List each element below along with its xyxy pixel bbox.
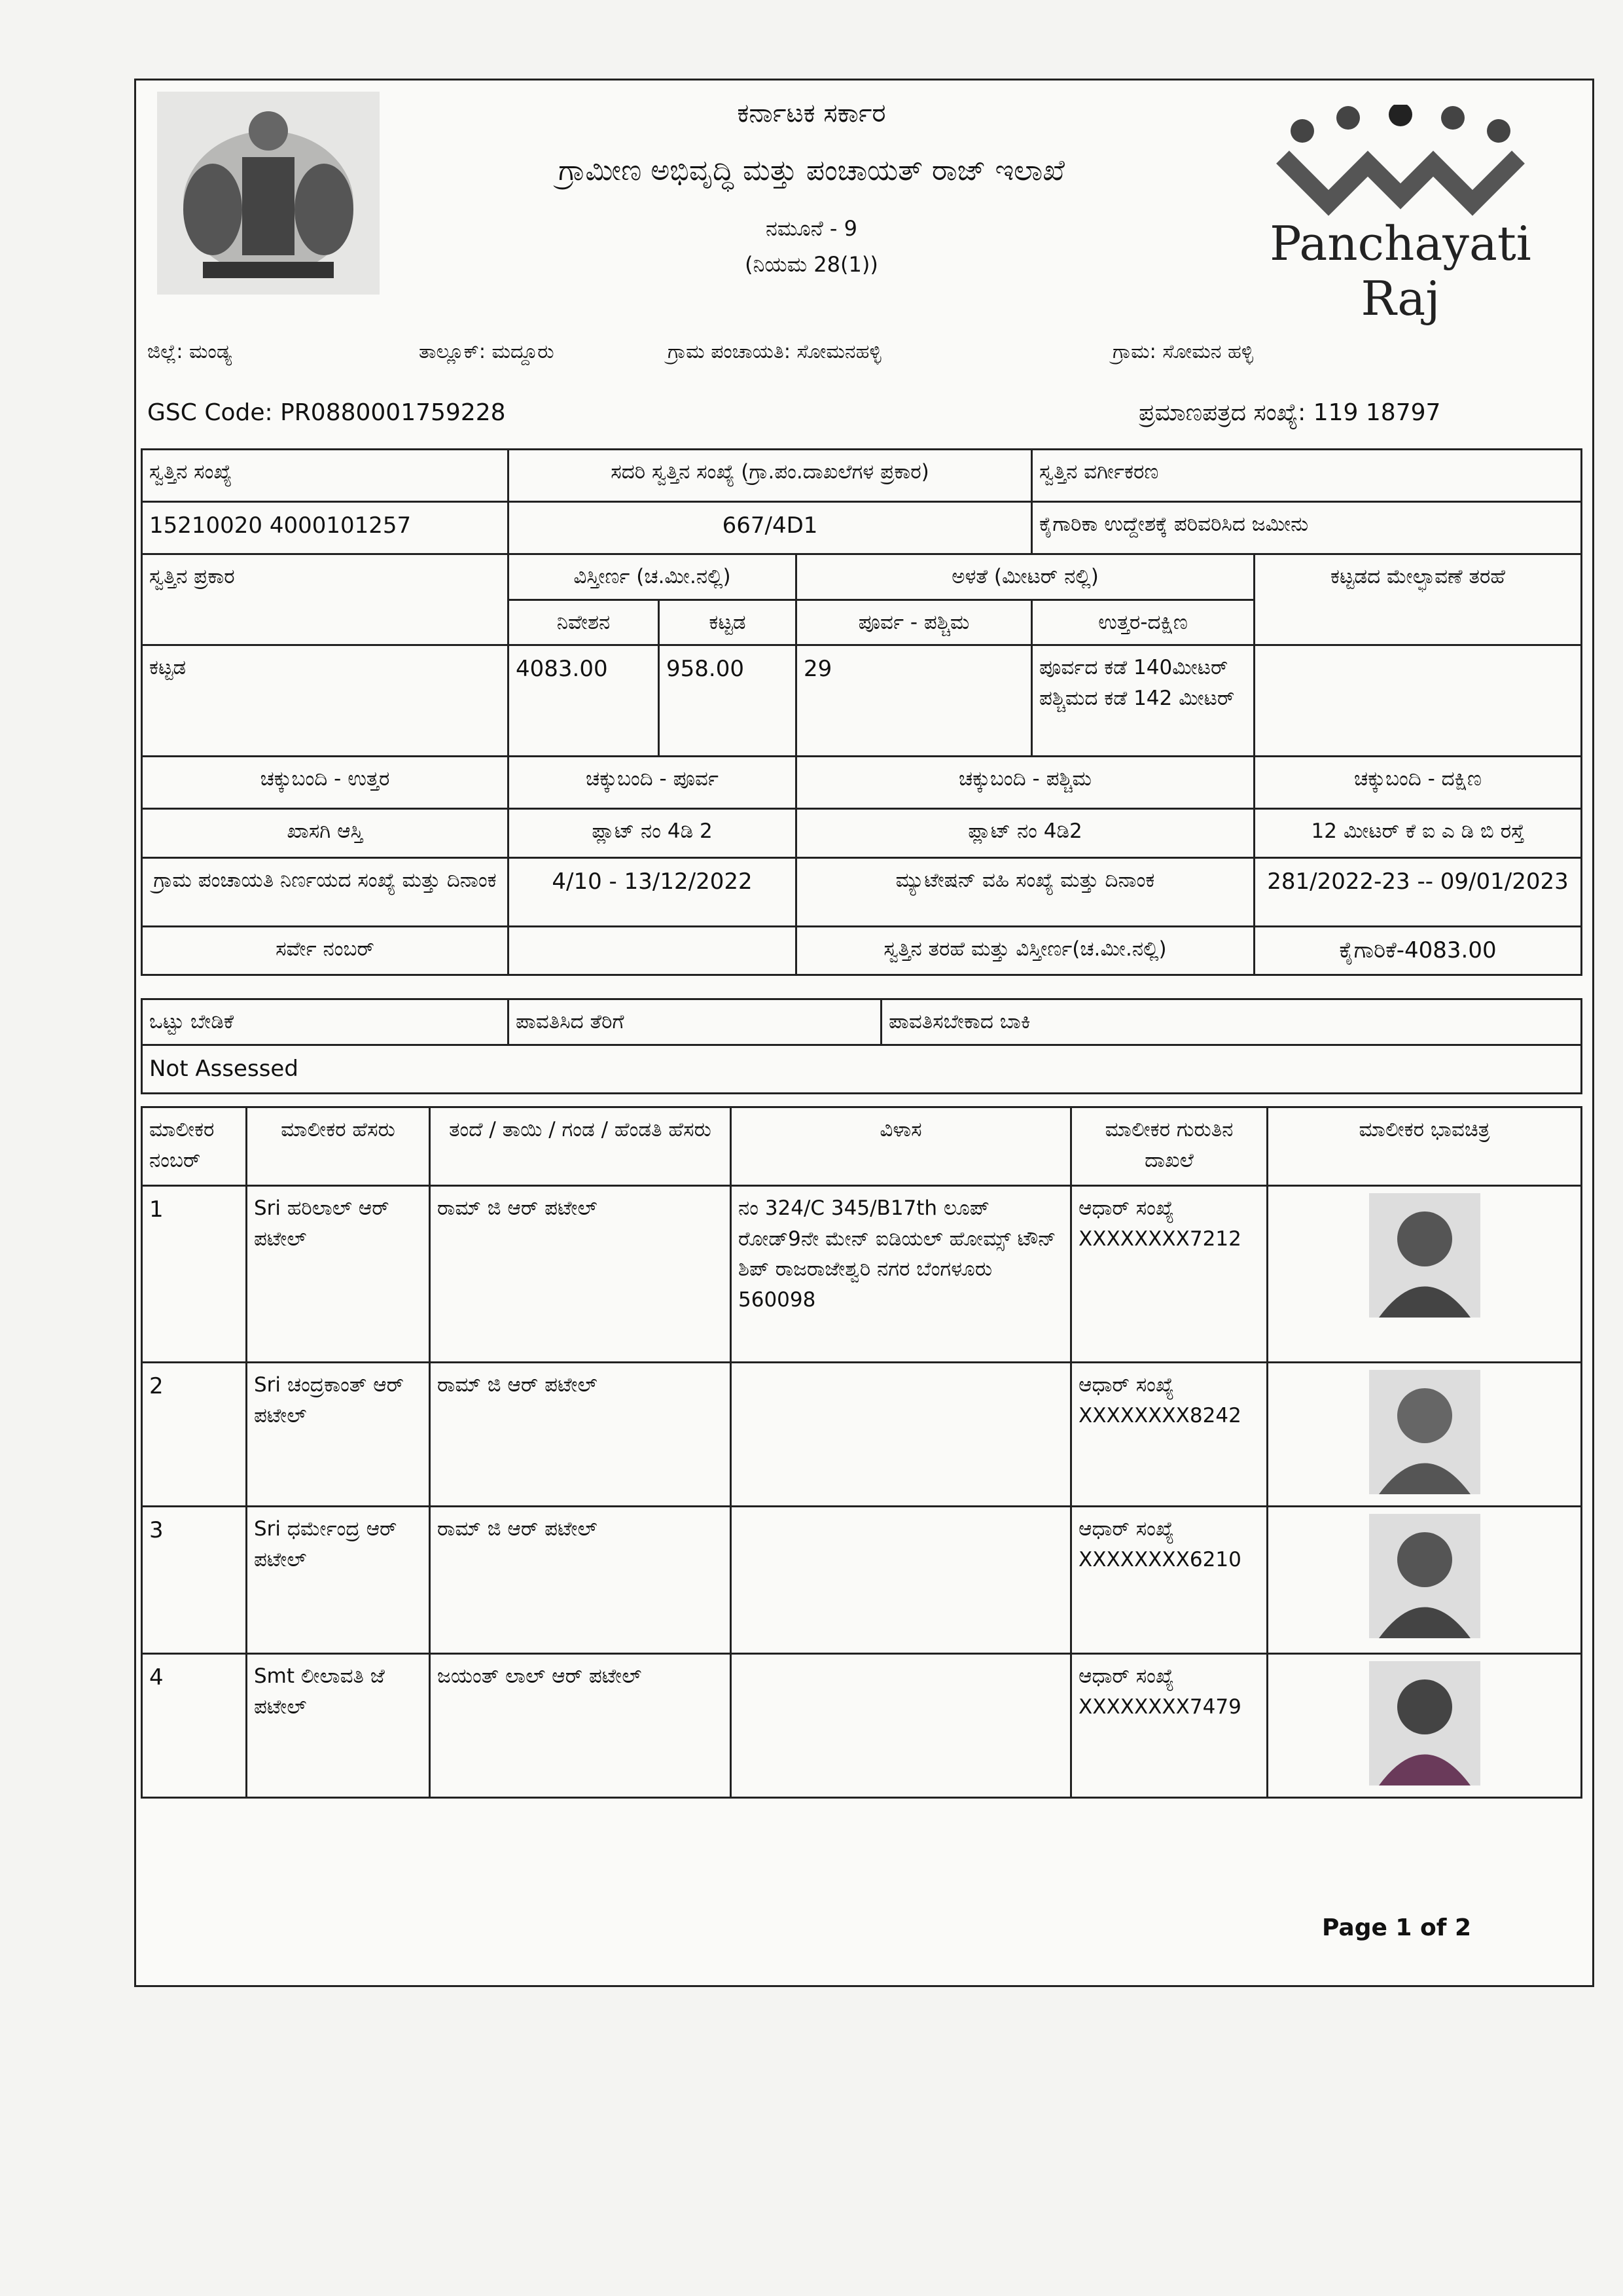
gp-no-label: ಸದರಿ ಸ್ವತ್ತಿನ ಸಂಖ್ಯೆ (ಗ್ರಾ.ಪಂ.ದಾಖಲೆಗಳ ಪ್ರಕಾರ) <box>508 450 1032 502</box>
person-photo-icon <box>1369 1661 1480 1785</box>
district: ಜಿಲ್ಲೆ: ಮಂಡ್ಯ <box>147 340 232 363</box>
site-label: ನಿವೇಶನ <box>508 600 659 645</box>
area-label: ವಿಸ್ತೀರ್ಣ (ಚ.ಮೀ.ನಲ್ಲಿ) <box>508 554 796 600</box>
dimension-label: ಅಳತೆ (ಮೀಟರ್ ನಲ್ಲಿ) <box>796 554 1255 600</box>
building-area: 958.00 <box>659 645 796 757</box>
owner-id: ಆಧಾರ್ ಸಂಖ್ಯೆ XXXXXXXX6210 <box>1071 1507 1268 1654</box>
roof-label: ಕಟ್ಟಡದ ಮೇಲ್ಛಾವಣೆ ತರಹೆ <box>1255 554 1582 645</box>
site-area: 4083.00 <box>508 645 659 757</box>
gp-no: 667/4D1 <box>508 502 1032 554</box>
table-row <box>142 1507 1582 1654</box>
state-title: ಕರ್ನಾಟಕ ಸರ್ಕಾರ <box>737 98 886 128</box>
tax-table <box>141 998 1582 1094</box>
ew-value: 29 <box>796 645 1032 757</box>
b-north-label: ಚಕ್ಕುಬಂದಿ - ಉತ್ತರ <box>142 757 508 809</box>
ew-label: ಪೂರ್ವ - ಪಶ್ಚಿಮ <box>796 600 1032 645</box>
logo-text: Panchayati Raj <box>1270 216 1531 326</box>
owner-photo <box>1268 1654 1582 1798</box>
mutation: 281/2022-23 -- 09/01/2023 <box>1255 858 1582 927</box>
owner-relative: ರಾಮ್ ಜಿ ಆರ್ ಪಟೇಲ್ <box>430 1363 731 1507</box>
tax-demand-label: ಒಟ್ಟು ಬೇಡಿಕೆ <box>142 999 508 1045</box>
gram-panchayat: ಗ್ರಾಮ ಪಂಚಾಯತಿ: ಸೋಮನಹಳ್ಳಿ <box>668 340 882 363</box>
rule-title: (ನಿಯಮ 28(1)) <box>745 252 878 277</box>
prop-no-label: ಸ್ವತ್ತಿನ ಸಂಖ್ಯೆ <box>142 450 508 502</box>
owner-photo <box>1268 1186 1582 1363</box>
resolution: 4/10 - 13/12/2022 <box>508 858 796 927</box>
panchayati-raj-icon <box>1257 105 1544 216</box>
owner-no: 3 <box>142 1507 247 1654</box>
owner-photo-header: ಮಾಲೀಕರ ಭಾವಚಿತ್ರ <box>1268 1107 1582 1186</box>
owner-address: ನಂ 324/C 345/B17th ಲೂಪ್ ರೋಡ್9ನೇ ಮೇನ್ ಐಡಿಯಲ್ ಹೋಮ್ಸ್ ಟೌನ್ ಶಿಪ್ ರಾಜರಾಜೇಶ್ವರಿ ನಗರ ಬೆಂಗಳೂರು 560098 <box>731 1186 1071 1363</box>
tax-balance-label: ಪಾವತಿಸಬೇಕಾದ ಬಾಕಿ <box>882 999 1582 1045</box>
owner-address <box>731 1363 1071 1507</box>
b-east-label: ಚಕ್ಕುಬಂದಿ - ಪೂರ್ವ <box>508 757 796 809</box>
page-number: Page 1 of 2 <box>1322 1914 1471 1941</box>
owner-no: 1 <box>142 1186 247 1363</box>
table-row <box>142 1654 1582 1798</box>
owner-no: 2 <box>142 1363 247 1507</box>
owner-name: Sri ಧರ್ಮೇಂದ್ರ ಆರ್ ಪಟೇಲ್ <box>247 1507 430 1654</box>
person-photo-icon <box>1369 1514 1480 1638</box>
owners-table <box>141 1106 1582 1799</box>
person-photo-icon <box>1369 1370 1480 1494</box>
owner-address <box>731 1654 1071 1798</box>
owner-name: Sri ಚಂದ್ರಕಾಂತ್ ಆರ್ ಪಟೇಲ್ <box>247 1363 430 1507</box>
owner-address <box>731 1507 1071 1654</box>
owner-name-header: ಮಾಲೀಕರ ಹೆಸರು <box>247 1107 430 1186</box>
building-label: ಕಟ್ಟಡ <box>659 600 796 645</box>
tax-paid-label: ಪಾವತಿಸಿದ ತೆರಿಗೆ <box>508 999 882 1045</box>
table-row <box>142 1186 1582 1363</box>
property-table <box>141 448 1582 976</box>
karnataka-emblem-icon <box>151 85 386 301</box>
type-label: ಸ್ವತ್ತಿನ ಪ್ರಕಾರ <box>142 554 508 645</box>
owner-address-header: ವಿಳಾಸ <box>731 1107 1071 1186</box>
owner-id: ಆಧಾರ್ ಸಂಖ್ಯೆ XXXXXXXX7479 <box>1071 1654 1268 1798</box>
certificate-number: ಪ್ರಮಾಣಪತ್ರದ ಸಂಖ್ಯೆ: 119 18797 <box>1139 399 1441 426</box>
form-title: ನಮೂನೆ - 9 <box>766 216 857 241</box>
survey-value <box>508 927 796 975</box>
department-title: ಗ್ರಾಮೀಣ ಅಭಿವೃದ್ಧಿ ಮತ್ತು ಪಂಚಾಯತ್ ರಾಜ್ ಇಲಾಖೆ <box>558 154 1065 187</box>
owner-relative: ಜಯಂತ್ ಲಾಲ್ ಆರ್ ಪಟೇಲ್ <box>430 1654 731 1798</box>
prop-type: ಕಟ್ಟಡ <box>142 645 508 757</box>
mutation-label: ಮ್ಯುಟೇಷನ್ ವಹಿ ಸಂಖ್ಯೆ ಮತ್ತು ದಿನಾಂಕ <box>796 858 1255 927</box>
owner-id-header: ಮಾಲೀಕರ ಗುರುತಿನ ದಾಖಲೆ <box>1071 1107 1268 1186</box>
type-area: ಕೈಗಾರಿಕೆ-4083.00 <box>1255 927 1582 975</box>
owner-photo <box>1268 1363 1582 1507</box>
survey-label: ಸರ್ವೇ ನಂಬರ್ <box>142 927 508 975</box>
b-north: ಖಾಸಗಿ ಆಸ್ತಿ <box>142 809 508 858</box>
tax-status: Not Assessed <box>142 1045 1582 1094</box>
table-row <box>142 1363 1582 1507</box>
panchayati-raj-logo <box>1257 105 1544 326</box>
resolution-label: ಗ್ರಾಮ ಪಂಚಾಯತಿ ನಿರ್ಣಯದ ಸಂಖ್ಯೆ ಮತ್ತು ದಿನಾಂಕ <box>142 858 508 927</box>
owner-no: 4 <box>142 1654 247 1798</box>
owner-name: Sri ಹರಿಲಾಲ್ ಆರ್ ಪಟೇಲ್ <box>247 1186 430 1363</box>
person-photo-icon <box>1369 1193 1480 1318</box>
roof-value <box>1255 645 1582 757</box>
ns-value: ಪೂರ್ವದ ಕಡೆ 140ಮೀಟರ್ ಪಶ್ಚಿಮದ ಕಡೆ 142 ಮೀಟರ್ <box>1032 645 1255 757</box>
classification: ಕೈಗಾರಿಕಾ ಉದ್ದೇಶಕ್ಕೆ ಪರಿವರಿಸಿದ ಜಮೀನು <box>1032 502 1582 554</box>
prop-no: 15210020 4000101257 <box>142 502 508 554</box>
classification-label: ಸ್ವತ್ತಿನ ವರ್ಗೀಕರಣ <box>1032 450 1582 502</box>
owner-relative: ರಾಮ್ ಜಿ ಆರ್ ಪಟೇಲ್ <box>430 1186 731 1363</box>
owner-relative-header: ತಂದೆ / ತಾಯಿ / ಗಂಡ / ಹೆಂಡತಿ ಹೆಸರು <box>430 1107 731 1186</box>
b-south-label: ಚಕ್ಕುಬಂದಿ - ದಕ್ಷಿಣ <box>1255 757 1582 809</box>
owner-id: ಆಧಾರ್ ಸಂಖ್ಯೆ XXXXXXXX8242 <box>1071 1363 1268 1507</box>
owner-photo <box>1268 1507 1582 1654</box>
b-east: ಪ್ಲಾಟ್ ನಂ 4ಡಿ 2 <box>508 809 796 858</box>
b-west: ಪ್ಲಾಟ್ ನಂ 4ಡಿ2 <box>796 809 1255 858</box>
owner-name: Smt ಲೀಲಾವತಿ ಜೆ ಪಟೇಲ್ <box>247 1654 430 1798</box>
taluk: ತಾಲ್ಲೂಕ್: ಮದ್ದೂರು <box>419 340 554 363</box>
b-west-label: ಚಕ್ಕುಬಂದಿ - ಪಶ್ಚಿಮ <box>796 757 1255 809</box>
owner-id: ಆಧಾರ್ ಸಂಖ್ಯೆ XXXXXXXX7212 <box>1071 1186 1268 1363</box>
village: ಗ್ರಾಮ: ಸೋಮನ ಹಳ್ಳಿ <box>1113 340 1253 363</box>
gsc-code: GSC Code: PR0880001759228 <box>147 399 506 426</box>
b-south: 12 ಮೀಟರ್ ಕೆ ಐ ಎ ಡಿ ಬಿ ರಸ್ತೆ <box>1255 809 1582 858</box>
ns-label: ಉತ್ತರ-ದಕ್ಷಿಣ <box>1032 600 1255 645</box>
owner-relative: ರಾಮ್ ಜಿ ಆರ್ ಪಟೇಲ್ <box>430 1507 731 1654</box>
owner-no-header: ಮಾಲೀಕರ ನಂಬರ್ <box>142 1107 247 1186</box>
type-area-label: ಸ್ವತ್ತಿನ ತರಹೆ ಮತ್ತು ವಿಸ್ತೀರ್ಣ(ಚ.ಮೀ.ನಲ್ಲಿ) <box>796 927 1255 975</box>
